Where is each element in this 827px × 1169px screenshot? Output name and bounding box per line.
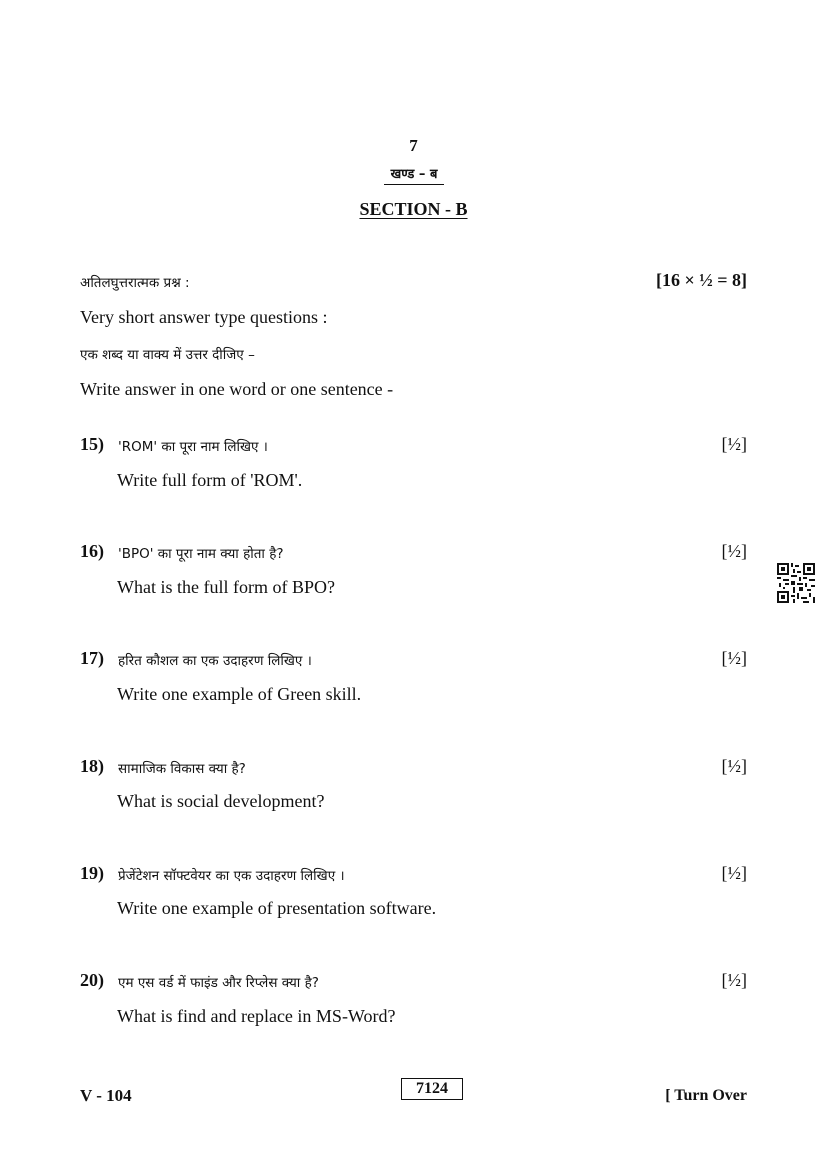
qr-code-icon	[777, 563, 815, 603]
question-text-hindi: हरित कौशल का एक उदाहरण लिखिए ।	[118, 653, 312, 669]
section-total-marks: [16 × ½ = 8]	[655, 270, 747, 290]
question-text-english: What is find and replace in MS-Word?	[117, 1006, 396, 1026]
section-heading-hindi: खण्ड – ब	[384, 164, 444, 185]
question-marks: [½]	[721, 541, 747, 561]
instruction-hindi-question-type: अतिलघुत्तरात्मक प्रश्न :	[80, 275, 190, 291]
question-text-english: Write one example of Green skill.	[117, 684, 362, 704]
question-number: 15)	[80, 434, 104, 454]
question-text-hindi: 'BPO' का पूरा नाम क्या होता है?	[118, 546, 284, 562]
question-marks: [½]	[721, 863, 747, 883]
question-number: 19)	[80, 863, 104, 883]
question-marks: [½]	[721, 434, 747, 454]
question-text-english: What is the full form of BPO?	[117, 577, 335, 597]
question-text-english: What is social development?	[117, 791, 325, 811]
instruction-english-answer-format: Write answer in one word or one sentence -	[80, 379, 394, 399]
page-number: 7	[409, 136, 418, 155]
question-number: 18)	[80, 756, 104, 776]
instruction-hindi-answer-format: एक शब्द या वाक्य में उत्तर दीजिए –	[80, 347, 255, 363]
question-text-hindi: एम एस वर्ड में फाइंड और रिप्लेस क्या है?	[118, 975, 319, 991]
question-number: 20)	[80, 970, 104, 990]
question-text-hindi: प्रेजेंटेशन सॉफ्टवेयर का एक उदाहरण लिखिए ।	[118, 868, 345, 884]
section-heading-english-text: SECTION - B	[359, 199, 468, 219]
turn-over-note: [ Turn Over	[665, 1087, 747, 1104]
paper-code: V - 104	[80, 1086, 132, 1105]
question-text-hindi: सामाजिक विकास क्या है?	[118, 761, 246, 777]
section-heading-english	[0, 199, 827, 220]
question-number: 17)	[80, 648, 104, 668]
question-text-english: Write full form of 'ROM'.	[117, 470, 303, 490]
question-marks: [½]	[721, 756, 747, 776]
question-text-hindi: 'ROM' का पूरा नाम लिखिए ।	[118, 439, 268, 455]
question-marks: [½]	[721, 970, 747, 990]
booklet-number: 7124	[401, 1078, 463, 1100]
question-text-english: Write one example of presentation software.	[117, 898, 437, 918]
question-marks: [½]	[721, 648, 747, 668]
instruction-english-question-type: Very short answer type questions :	[80, 307, 328, 327]
question-number: 16)	[80, 541, 104, 561]
